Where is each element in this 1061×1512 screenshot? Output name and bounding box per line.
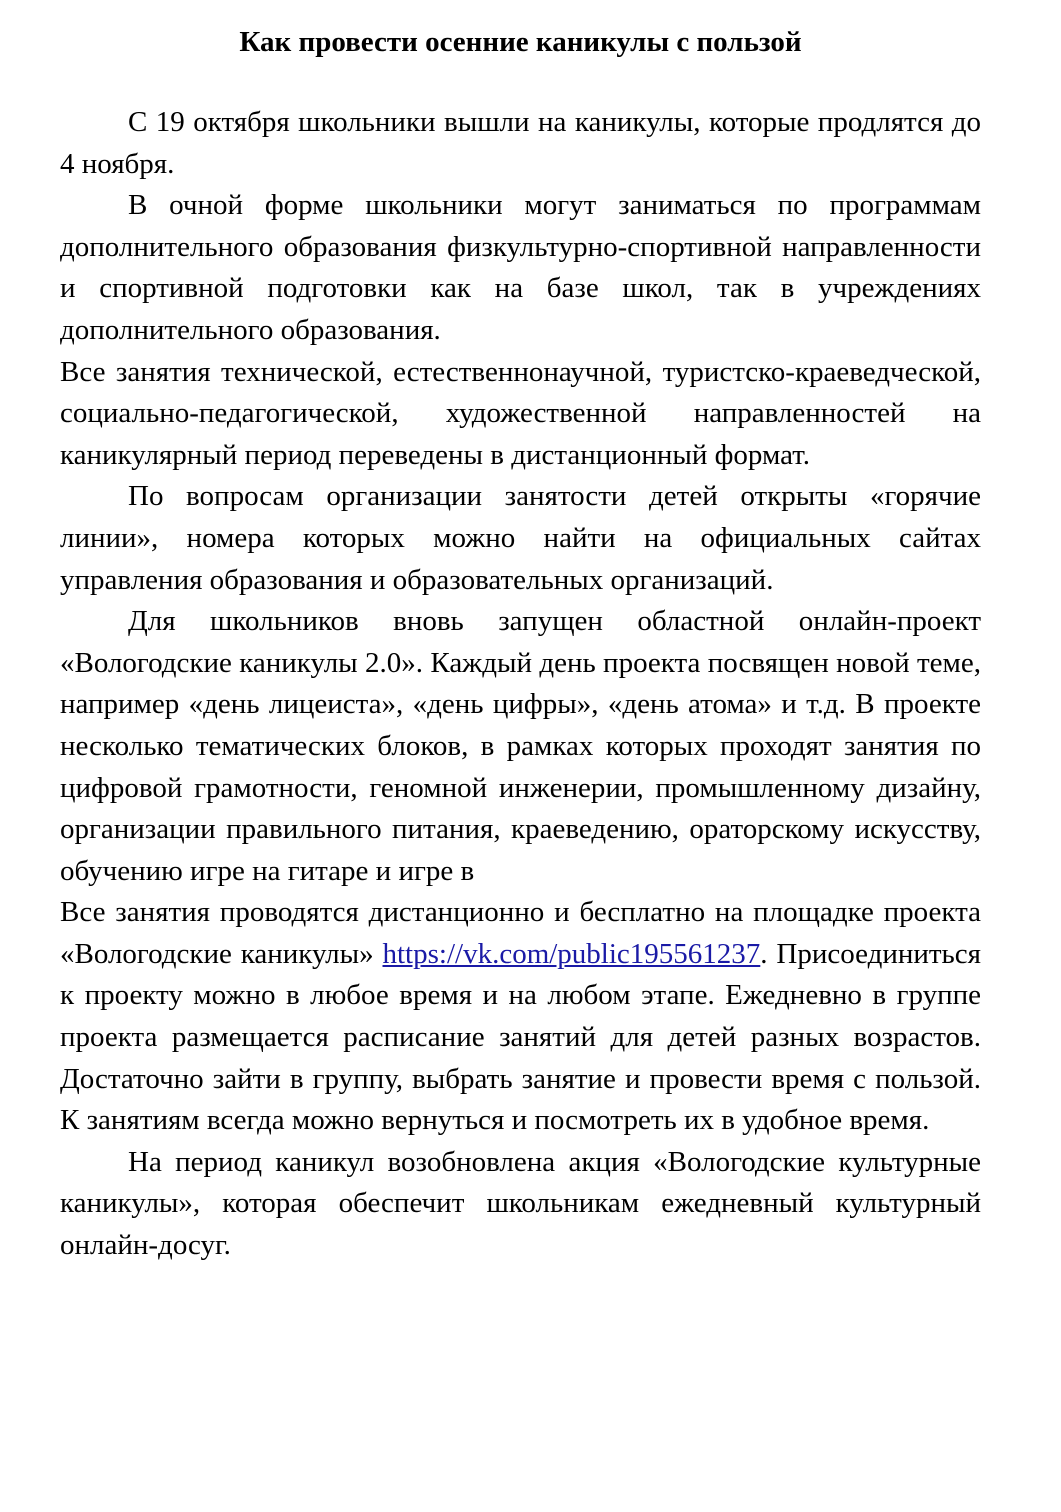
vk-group-link[interactable]: https://vk.com/public195561237 [382, 937, 761, 970]
paragraph-online-project: Для школьников вновь запущен областной онлайн-проект «Вологодские каникулы 2.0». Каждый день проекта посвящен новой теме, например «день лицеиста», «день цифры», «день атома» и т.д. В проекте несколько тематических блоков, в рамках которых проходят занятия по цифровой грамотности, геномной инженерии, промышленному дизайну, организации правильного питания, краеведению, ораторскому искусству, обучению игре на гитаре и игре в [60, 605, 981, 887]
paragraph-text-end: . Присоединиться к проекту можно в любое время и на любом этапе. Ежедневно в группе проекта размещается расписание занятий для детей разных возрастов. Достаточно зайти в группу, выбрать занятие и провести время с пользой. К занятиям всегда можно вернуться и посмотреть их в удобное время. [60, 937, 981, 1137]
paragraph-hotlines: По вопросам организации занятости детей открыты «горячие линии», номера которых можно найти на официальных сайтах управления образования и образовательных организаций. [60, 480, 981, 596]
paragraph-dates: С 19 октября школьники вышли на каникулы, которые продлятся до 4 ноября. [60, 106, 981, 180]
paragraph-in-person: В очной форме школьники могут заниматься по программам дополнительного образования физкультурно-спортивной направленности и спортивной подготовки как на базе школ, так в учреждениях дополнительного образования. [60, 189, 981, 346]
paragraph-culture-campaign: На период каникул возобновлена акция «Вологодские культурные каникулы», которая обеспечит школьникам ежедневный культурный онлайн-досуг. [60, 1145, 981, 1262]
paragraph-remote: Все занятия технической, естественнонаучной, туристско-краеведческой, социально-педагогической, художественной направленностей на каникулярный период переведены в дистанционный формат. [60, 355, 981, 471]
paragraph-free-classes [60, 892, 981, 1142]
paragraph-text-start: Все занятия проводятся дистанционно и бесплатно на площадке проекта «Вологодские каникулы» [60, 896, 981, 970]
page-title: Как провести осенние каникулы с пользой [239, 26, 802, 58]
